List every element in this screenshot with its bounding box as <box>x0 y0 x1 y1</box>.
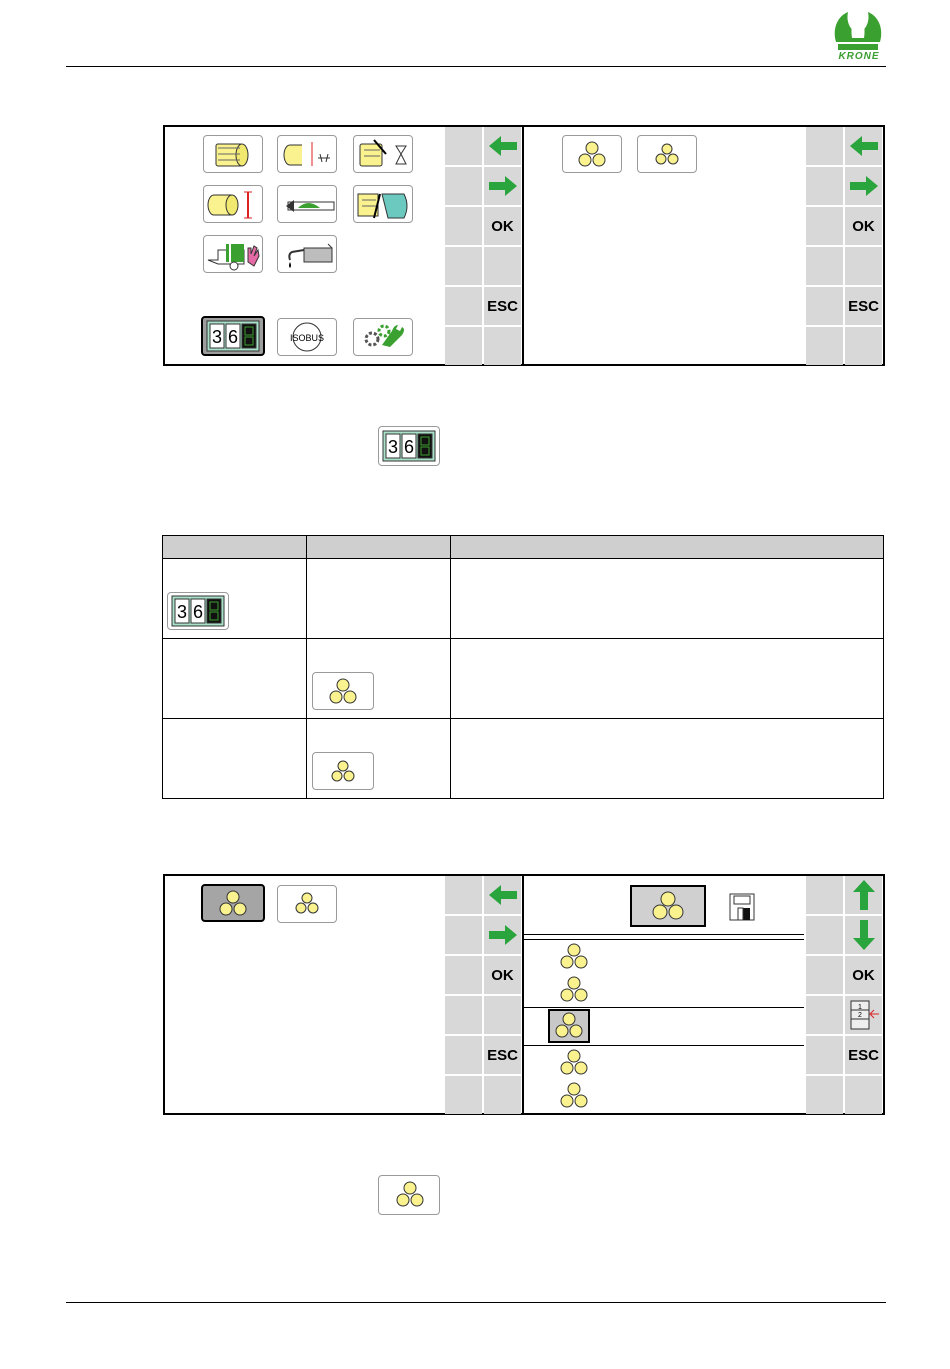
table-cell <box>306 559 450 639</box>
bale-diameter-button[interactable] <box>353 135 413 173</box>
counter-icon <box>168 593 228 629</box>
softkey-ok[interactable] <box>484 207 521 245</box>
bale-height-icon <box>204 186 262 222</box>
total-counter-button[interactable] <box>277 885 337 923</box>
table-row <box>163 559 884 639</box>
table-cell <box>450 719 883 799</box>
table-row <box>163 639 884 719</box>
table-cell <box>163 639 307 719</box>
counter-function-table <box>162 535 884 799</box>
table-cell <box>450 559 883 639</box>
softkey-blank[interactable] <box>806 1036 843 1074</box>
softkey-blank[interactable] <box>845 247 882 285</box>
list-divider <box>524 934 804 935</box>
softkey-blank[interactable] <box>445 327 482 365</box>
ok-label: OK <box>491 966 514 984</box>
softkey-list-select[interactable] <box>845 996 882 1034</box>
softkey-blank[interactable] <box>445 956 482 994</box>
lubrication-button[interactable] <box>277 235 337 273</box>
list-item-selected[interactable] <box>548 1009 590 1043</box>
softkey-blank[interactable] <box>806 916 843 954</box>
settings-button[interactable] <box>353 318 413 356</box>
softkey-blank[interactable] <box>445 127 482 165</box>
save-icon[interactable] <box>728 892 756 922</box>
customer-counter-small-icon <box>278 886 336 922</box>
softkey-back[interactable] <box>845 127 882 165</box>
counter-digit-1: 3 <box>176 602 188 622</box>
manual-mode-button[interactable] <box>203 235 263 273</box>
bale-size-icon <box>278 136 336 172</box>
ok-label: OK <box>852 217 875 235</box>
esc-label: ESC <box>487 1046 518 1064</box>
softkey-blank[interactable] <box>484 1076 521 1114</box>
arrow-right-icon <box>487 923 519 947</box>
softkey-column-left <box>445 127 525 364</box>
softkey-blank[interactable] <box>845 327 882 365</box>
softkey-blank[interactable] <box>806 127 843 165</box>
counter-button[interactable] <box>201 316 265 356</box>
softkey-column-left <box>445 876 525 1113</box>
softkey-blank[interactable] <box>445 287 482 325</box>
arrow-left-icon <box>848 134 880 158</box>
softkey-esc[interactable] <box>484 287 521 325</box>
list-select-icon <box>847 998 881 1032</box>
counter-digit-1: 3 <box>387 437 399 457</box>
inline-customer-counter-icon-button <box>378 1175 440 1215</box>
customer-counter-big-icon <box>632 887 704 925</box>
arrow-left-icon <box>487 134 519 158</box>
softkey-column-right <box>806 876 886 1113</box>
softkey-blank[interactable] <box>806 287 843 325</box>
table-cell <box>163 559 307 639</box>
arrow-right-icon <box>487 174 519 198</box>
customer-counter-button-selected[interactable] <box>201 884 265 922</box>
counter-digit-2: 6 <box>403 437 415 457</box>
customer-counter-icon-box <box>312 672 374 710</box>
pickup-button[interactable] <box>277 185 337 223</box>
list-item-customer-icon[interactable] <box>556 975 592 1005</box>
bale-menu-button[interactable] <box>203 135 263 173</box>
total-counter-button[interactable] <box>637 135 697 173</box>
softkey-column-right <box>806 127 886 364</box>
softkey-ok[interactable] <box>845 956 882 994</box>
softkey-ok[interactable] <box>484 956 521 994</box>
softkey-blank[interactable] <box>806 167 843 205</box>
esc-label: ESC <box>848 297 879 315</box>
table-cell <box>306 639 450 719</box>
softkey-blank[interactable] <box>806 207 843 245</box>
ok-label: OK <box>491 217 514 235</box>
list-item-customer-icon[interactable] <box>556 942 592 972</box>
softkey-blank[interactable] <box>806 247 843 285</box>
softkey-back[interactable] <box>484 876 521 914</box>
softkey-blank[interactable] <box>845 1076 882 1114</box>
total-counter-icon-box <box>312 752 374 790</box>
header-rule <box>66 66 886 67</box>
list-divider <box>524 1045 804 1046</box>
oil-can-icon <box>278 236 336 272</box>
customer-counter-small-icon <box>313 753 373 789</box>
net-wrap-icon <box>354 186 412 222</box>
softkey-blank[interactable] <box>806 956 843 994</box>
list-item-customer-icon <box>550 1011 588 1041</box>
arrow-left-icon <box>487 883 519 907</box>
counter-digit-2: 6 <box>192 602 204 622</box>
softkey-forward[interactable] <box>484 167 521 205</box>
table-cell <box>450 639 883 719</box>
counter-icon-box <box>167 592 229 630</box>
softkey-esc[interactable] <box>845 287 882 325</box>
terminal-screen-counter-selected <box>163 874 524 1115</box>
softkey-blank[interactable] <box>806 996 843 1034</box>
softkey-blank[interactable] <box>806 1076 843 1114</box>
softkey-esc[interactable] <box>845 1036 882 1074</box>
counter-digit-2: 6 <box>227 327 239 347</box>
bale-diameter-icon <box>354 136 412 172</box>
isobus-label: ISOBUS <box>289 333 325 343</box>
customer-counter-small-icon <box>638 136 696 172</box>
esc-label: ESC <box>848 1046 879 1064</box>
softkey-back[interactable] <box>484 127 521 165</box>
softkey-blank[interactable] <box>445 1076 482 1114</box>
bale-icon <box>204 136 262 172</box>
softkey-blank[interactable] <box>445 916 482 954</box>
counter-digit-1: 3 <box>211 327 223 347</box>
softkey-blank[interactable] <box>484 247 521 285</box>
list-item-customer-icon[interactable] <box>556 1048 592 1078</box>
bale-height-button[interactable] <box>203 185 263 223</box>
softkey-blank[interactable] <box>484 327 521 365</box>
footer-rule <box>66 1302 886 1303</box>
softkey-down[interactable] <box>845 916 882 954</box>
isobus-icon <box>278 319 336 355</box>
brand-wordmark: KRONE <box>838 51 880 62</box>
esc-label: ESC <box>487 297 518 315</box>
table-header-row <box>163 536 884 559</box>
arrow-right-icon <box>848 174 880 198</box>
pickup-icon <box>278 186 336 222</box>
customer-counter-big-icon <box>563 136 621 172</box>
softkey-blank[interactable] <box>806 876 843 914</box>
table-cell <box>163 719 307 799</box>
terminal-screen-customer-list <box>522 874 885 1115</box>
terminal-screen-counter-menu <box>522 125 885 366</box>
list-item-customer-icon[interactable] <box>556 1081 592 1111</box>
net-wrap-button[interactable] <box>353 185 413 223</box>
softkey-blank[interactable] <box>445 1036 482 1074</box>
softkey-forward[interactable] <box>845 167 882 205</box>
softkey-blank[interactable] <box>484 996 521 1034</box>
table-header-cell <box>306 536 450 559</box>
list-divider <box>524 1007 804 1008</box>
softkey-blank[interactable] <box>445 876 482 914</box>
softkey-ok[interactable] <box>845 207 882 245</box>
table-row <box>163 719 884 799</box>
softkey-esc[interactable] <box>484 1036 521 1074</box>
customer-counter-big-icon <box>313 673 373 709</box>
customer-counter-small-icon <box>379 1176 439 1214</box>
counter-icon <box>379 427 439 465</box>
table-cell <box>306 719 450 799</box>
customer-counter-big-icon <box>203 886 263 920</box>
table-header-cell <box>163 536 307 559</box>
customer-counter-header-icon <box>630 885 706 927</box>
terminal-screen-main-menu <box>163 125 524 366</box>
inline-counter-icon-button <box>378 426 440 466</box>
baler-manual-icon <box>204 236 262 272</box>
list-divider <box>524 939 804 940</box>
counter-icon <box>203 318 263 354</box>
softkey-blank[interactable] <box>445 207 482 245</box>
svg-text:2: 2 <box>857 1012 862 1019</box>
softkey-blank[interactable] <box>445 167 482 205</box>
softkey-blank[interactable] <box>806 327 843 365</box>
softkey-up[interactable] <box>845 876 882 914</box>
settings-icon <box>354 319 412 355</box>
softkey-forward[interactable] <box>484 916 521 954</box>
arrow-down-icon <box>851 918 877 952</box>
softkey-blank[interactable] <box>445 996 482 1034</box>
customer-counter-button[interactable] <box>562 135 622 173</box>
softkey-blank[interactable] <box>445 247 482 285</box>
bale-size-button[interactable] <box>277 135 337 173</box>
arrow-up-icon <box>851 878 877 912</box>
table-header-cell <box>450 536 883 559</box>
isobus-button[interactable] <box>277 318 337 356</box>
svg-text:1: 1 <box>857 1004 862 1011</box>
ok-label: OK <box>852 966 875 984</box>
